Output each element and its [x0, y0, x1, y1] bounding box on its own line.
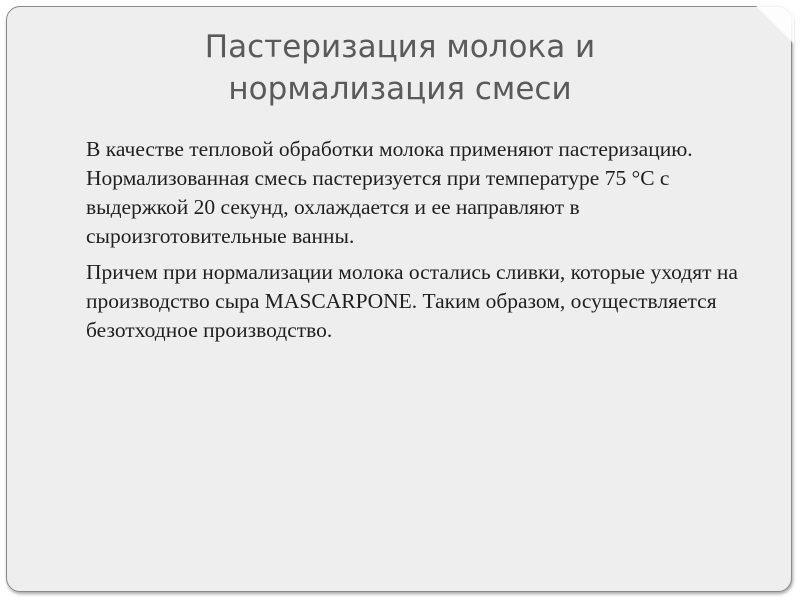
slide-title-line-1: Пастеризация молока и	[204, 29, 596, 65]
slide-title-line-2: нормализация смеси	[228, 71, 572, 107]
body-paragraph-2: Причем при нормализации молока остались сливки, которые уходят на производство сыра MASCARPONE. Таким образом, осуществляется безотходное производство.	[86, 260, 738, 342]
slide-corner-decoration	[756, 6, 794, 44]
slide-title	[40, 26, 760, 110]
slide-body	[86, 135, 751, 352]
body-paragraph-1: В качестве тепловой обработки молока применяют пастеризацию. Нормализованная смесь пастеризуется при температуре 75 °С с выдержкой 20 секунд, охлаждается и ее направляют в сыроизготовительные ванны.	[86, 137, 693, 248]
